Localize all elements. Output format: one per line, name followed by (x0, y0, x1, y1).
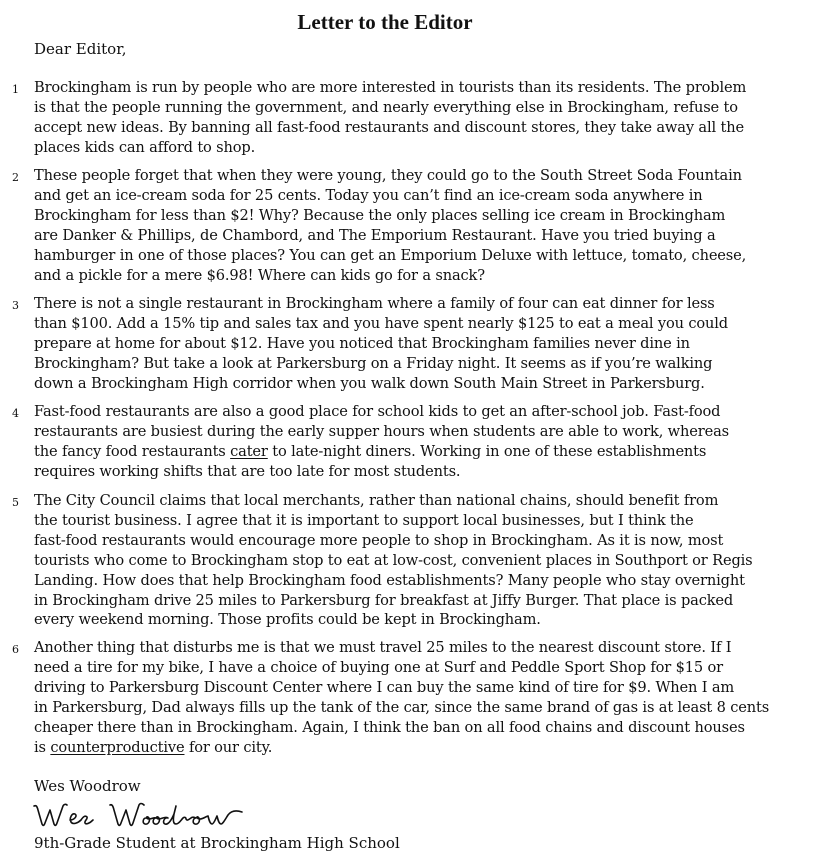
text-line: These people forget that when they were young, they could go to the South Street Soda Fountain (34, 167, 742, 184)
text-line: Brockingham for less than $2! Why? Because the only places selling ice cream in Brockingham (34, 206, 726, 224)
paragraph-number: 1 (12, 83, 19, 96)
paragraph-number: 2 (12, 171, 19, 184)
text-segment: for our city. (184, 738, 273, 756)
text-line: and a pickle for a mere $6.98! Where can kids go for a snack? (34, 266, 485, 284)
underlined-word-cater: cater (230, 442, 268, 460)
paragraph-number: 5 (12, 496, 19, 509)
text-line: need a tire for my bike, I have a choice of buying one at Surf and Peddle Sport Shop for $15 or (34, 658, 723, 676)
text-line: places kids can afford to shop. (34, 138, 256, 156)
text-line: Landing. How does that help Brockingham food establishments? Many people who stay overnight (34, 571, 745, 589)
text-line: Brockingham? But take a look at Parkersburg on a Friday night. It seems as if you’re walking (34, 354, 713, 372)
paragraph-2 (34, 166, 814, 285)
text-segment: the fancy food restaurants (34, 442, 231, 460)
text-line: requires working shifts that are too late for most students. (34, 462, 461, 480)
paragraph-5 (34, 491, 814, 630)
text-line (34, 738, 814, 758)
text-line: Brockingham is run by people who are more interested in tourists than its residents. The problem (34, 79, 747, 96)
text-line: driving to Parkersburg Discount Center where I can buy the same kind of tire for $9. When I am (34, 678, 735, 696)
text-line: in Brockingham drive 25 miles to Parkersburg for breakfast at Jiffy Burger. That place is packed (34, 591, 734, 609)
text-line: There is not a single restaurant in Brockingham where a family of four can eat dinner for less (34, 295, 715, 312)
text-line: is that the people running the government, and nearly everything else in Brockingham, refuse to (34, 98, 738, 116)
handwritten-signature (28, 796, 298, 836)
text-line: accept new ideas. By banning all fast-food restaurants and discount stores, they take away all the (34, 118, 744, 136)
text-line: the tourist business. I agree that it is important to support local businesses, but I think the (34, 511, 694, 529)
paragraph-3 (34, 294, 814, 394)
paragraph-1 (34, 78, 814, 158)
text-line: and get an ice-cream soda for 25 cents. Today you can’t find an ice-cream soda anywhere in (34, 186, 703, 204)
underlined-word-counterproductive: counterproductive (50, 738, 185, 756)
text-line (34, 442, 814, 462)
paragraph-number: 3 (12, 299, 19, 312)
text-line: than $100. Add a 15% tip and sales tax and you have spent nearly $125 to eat a meal you could (34, 314, 728, 332)
text-line: Fast-food restaurants are also a good place for school kids to get an after-school job. Fast-food (34, 403, 721, 420)
paragraph-4 (34, 402, 814, 482)
text-line: prepare at home for about $12. Have you noticed that Brockingham families never dine in (34, 334, 690, 352)
text-line: hamburger in one of those places? You can get an Emporium Deluxe with lettuce, tomato, cheese, (34, 246, 747, 264)
signer-name: Wes Woodrow (34, 777, 141, 795)
text-line: tourists who come to Brockingham stop to eat at low-cost, convenient places in Southport or Regis (34, 551, 753, 569)
text-segment: to late-night diners. Working in one of these establishments (267, 442, 707, 460)
text-line: The City Council claims that local merchants, rather than national chains, should benefit from (34, 492, 719, 509)
text-line: every weekend morning. Those profits could be kept in Brockingham. (34, 611, 541, 629)
signer-role: 9th-Grade Student at Brockingham High School (34, 834, 400, 852)
text-line: down a Brockingham High corridor when you walk down South Main Street in Parkersburg. (34, 374, 705, 392)
salutation: Dear Editor, (34, 40, 127, 58)
paragraph-6 (34, 638, 814, 757)
text-segment: is (34, 738, 51, 756)
paragraph-number: 6 (12, 643, 19, 656)
text-line: cheaper there than in Brockingham. Again, I think the ban on all food chains and discount houses (34, 718, 745, 736)
text-line: fast-food restaurants would encourage more people to shop in Brockingham. As it is now, most (34, 531, 724, 549)
text-line: restaurants are busiest during the early supper hours when students are able to work, whereas (34, 422, 729, 440)
paragraph-number: 4 (12, 407, 19, 420)
letter-title: Letter to the Editor (297, 10, 473, 34)
text-line: Another thing that disturbs me is that we must travel 25 miles to the nearest discount store. If I (34, 639, 732, 656)
text-line: are Danker & Phillips, de Chambord, and The Emporium Restaurant. Have you tried buying a (34, 226, 716, 244)
text-line: in Parkersburg, Dad always fills up the tank of the car, since the same brand of gas is at least 8 cents (34, 698, 770, 716)
